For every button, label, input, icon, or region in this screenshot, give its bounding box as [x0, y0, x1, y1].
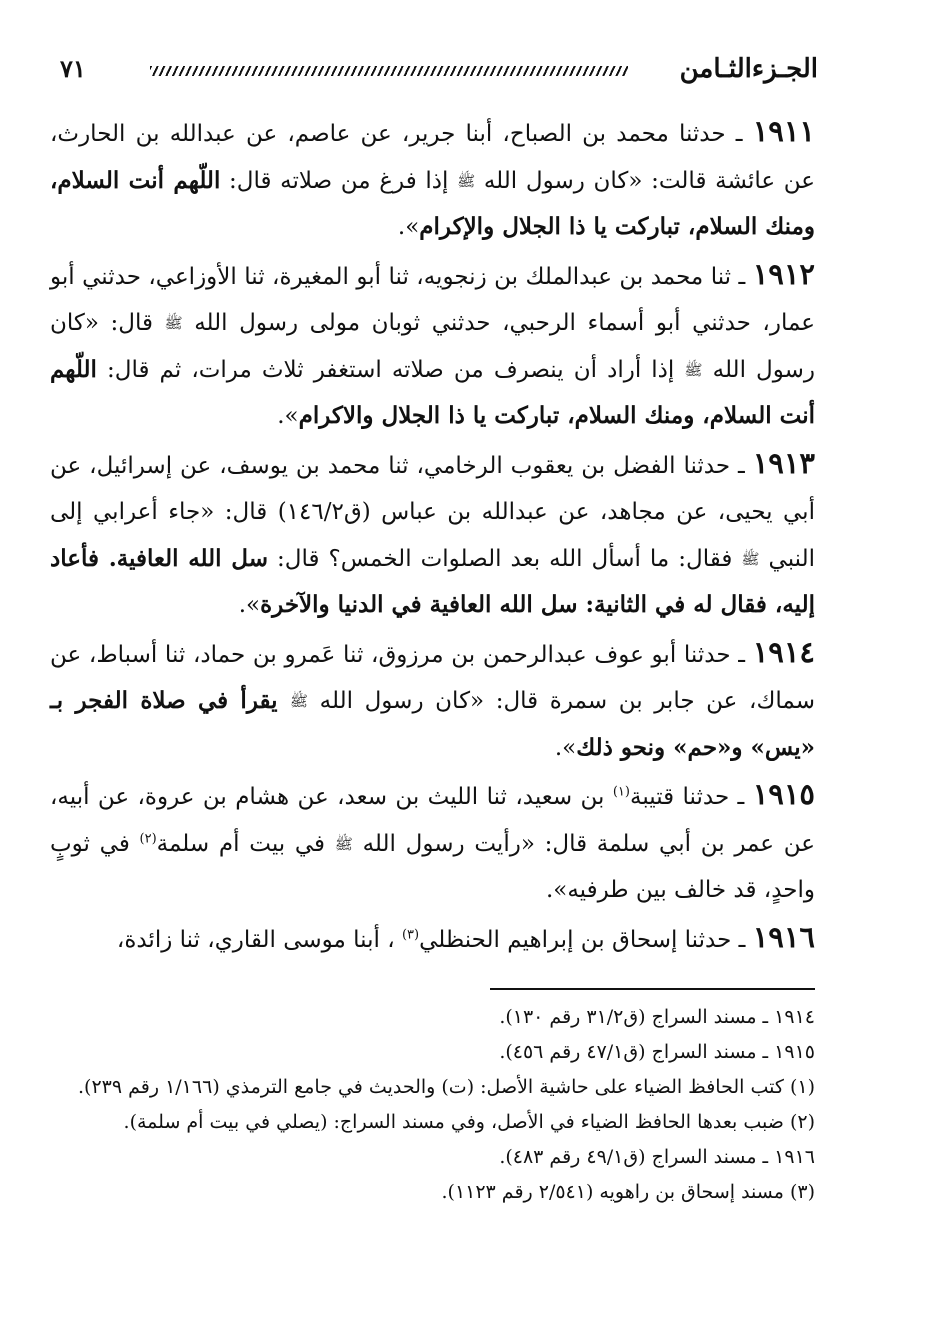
salla-glyph: ﷺ [457, 171, 476, 190]
hadith-1913 [50, 440, 815, 629]
running-title: الجـزءالثـامن [679, 54, 818, 84]
footnote-item: ١٩١٦ ـ مسند السراج (ق٤٩/١ رقم ٤٨٣). [499, 1146, 815, 1168]
hadith-text: ». [397, 214, 420, 240]
hadith-text: ». [554, 734, 577, 761]
hadith-1911 [50, 108, 815, 251]
hadith-text: فقال: ما أسأل الله بعد الصلوات الخمس؟ قال: [267, 545, 742, 572]
hadith-text: ـ حدثنا قتيبة [629, 784, 753, 810]
hadith-text: إذا فرغ من صلاته قال: [220, 167, 458, 194]
hadith-number: ١٩١٣ [752, 445, 815, 480]
hadith-1912 [50, 251, 815, 440]
footnote-ref: (١) [612, 784, 630, 800]
hadith-text: قال: «كان رسول الله [50, 310, 816, 383]
footnote-separator [490, 988, 815, 990]
main-text [50, 108, 815, 963]
salla-glyph: ﷺ [164, 314, 183, 332]
hadith-1916 [50, 914, 815, 964]
hadith-number: ١٩١٢ [752, 256, 815, 291]
hadith-text: ». [277, 403, 299, 429]
salla-glyph: ﷺ [334, 834, 353, 853]
salla-glyph: ﷺ [741, 549, 760, 568]
header-ornament-line [150, 66, 628, 76]
hadith-text: ـ حدثنا أبو عوف عبدالرحمن بن مرزوق، ثنا عَمرو بن حماد، ثنا أسباط، عن سماك، عن جابر بن سمرة قال: «كان رسول الله [50, 641, 815, 714]
prophetic-saying: سل الله العافية [116, 544, 268, 572]
footnotes [50, 1000, 815, 1210]
hadith-text: ». [238, 592, 261, 618]
hadith-number: ١٩١٤ [752, 634, 815, 669]
hadith-number: ١٩١٦ [752, 919, 815, 954]
hadith-1914 [50, 629, 815, 772]
hadith-number: ١٩١٥ [752, 777, 815, 811]
page-header [60, 52, 818, 88]
hadith-text: ـ ثنا محمد بن عبدالملك بن زنجويه، ثنا أبو المغيرة، ثنا الأوزاعي، حدثني أبو عمار، حدثني أبو أسماء الرحبي، حدثني ثوبان مولى رسول الله [50, 263, 815, 336]
hadith-1915 [50, 771, 815, 914]
prophetic-saying: سل الله العافية في الدنيا والآخرة [260, 591, 578, 618]
footnote-item: (٢) ضبب بعدها الحافظ الضياء في الأصل، وفي مسند السراج: (يصلي في بيت أم سلمة). [123, 1111, 815, 1133]
footnote-ref: (٢) [139, 830, 157, 846]
hadith-number: ١٩١١ [752, 114, 815, 148]
footnote-item: ١٩١٥ ـ مسند السراج (ق٤٧/١ رقم ٤٥٦). [499, 1041, 815, 1063]
prophetic-saying: اللّهم أنت السلام، ومنك السلام، تباركت يا ذا الجلال والإكرام [50, 166, 815, 240]
hadith-text: يقرأ في صلاة الفجر بـ «يس» و«حم» ونحو ذلك [50, 687, 815, 761]
footnote-item: ١٩١٤ ـ مسند السراج (ق٣١/٢ رقم ١٣٠). [499, 1006, 815, 1028]
footnote-item: (١) كتب الحافظ الضياء على حاشية الأصل: (ت) والحديث في جامع الترمذي (١/١٦٦ رقم ٢٣٩). [78, 1076, 815, 1098]
hadith-text: ، أبنا موسى القاري، ثنا زائدة، [116, 926, 402, 953]
footnote-item: (٣) مسند إسحاق بن راهويه (٢/٥٤١ رقم ١١٢٣). [441, 1181, 815, 1203]
hadith-text: إذا أراد أن ينصرف من صلاته استغفر ثلاث مرات، ثم قال: [96, 356, 685, 383]
salla-glyph: ﷺ [289, 692, 308, 710]
hadith-text: بن سعيد، ثنا الليث بن سعد، عن هشام بن عروة، عن أبيه، عن عمر بن أبي سلمة قال: «رأيت رسول الله [50, 784, 815, 857]
footnote-ref: (٣) [401, 926, 420, 942]
hadith-text: ـ حدثنا محمد بن الصباح، أبنا جرير، عن عاصم، عن عبدالله بن الحارث، عن عائشة قالت: «كان رسول الله [50, 121, 815, 194]
page-number: ٧١ [60, 54, 86, 83]
hadith-text: ـ حدثنا الفضل بن يعقوب الرخامي، ثنا محمد بن يوسف، عن إسرائيل، عن أبي يحيى، عن مجاهد، عن عبدالله بن عباس (ق١٤٦/٢) قال: «جاء أعرابي إلى النبي [50, 452, 815, 572]
hadith-text: ـ حدثنا إسحاق بن إبراهيم الحنظلي [419, 926, 753, 953]
hadith-text: . فأعاد إليه، فقال له في الثانية: [50, 544, 815, 618]
hadith-text: في بيت أم سلمة [156, 830, 335, 857]
salla-glyph: ﷺ [684, 360, 703, 379]
prophetic-saying: اللّهم أنت السلام، ومنك السلام، تباركت يا ذا الجلال والاكرام [50, 355, 815, 429]
hadith-text: في ثوبٍ واحدٍ، قد خالف بين طرفيه». [50, 830, 815, 903]
